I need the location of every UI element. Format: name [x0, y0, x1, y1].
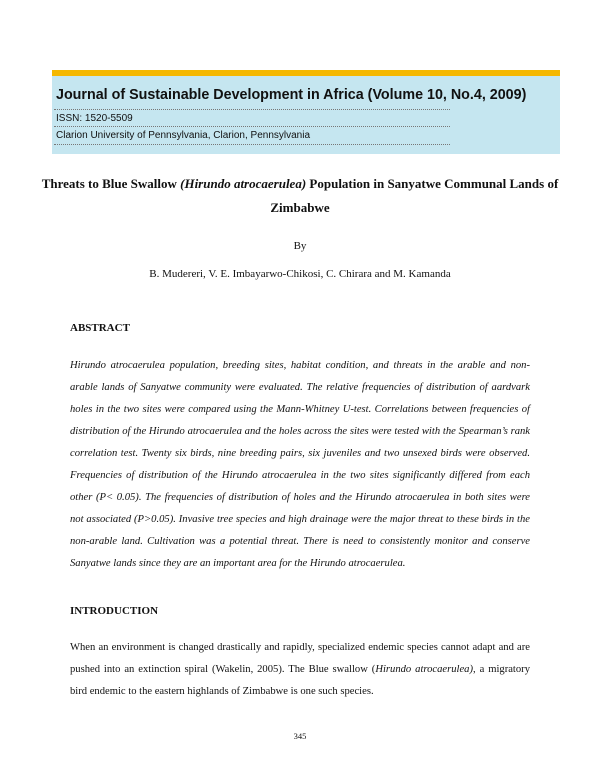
header-divider — [54, 109, 450, 110]
issn-line: ISSN: 1520-5509 — [56, 113, 133, 124]
journal-header — [52, 70, 560, 154]
by-line: By — [293, 240, 307, 252]
title-species-name: (Hirundo atrocaerulea) — [180, 176, 307, 191]
page-number: 345 — [293, 731, 307, 741]
header-divider — [54, 126, 450, 127]
author-list: B. Mudereri, V. E. Imbayarwo-Chikosi, C. Chirara and M. Kamanda — [149, 268, 451, 280]
journal-title: Journal of Sustainable Development in Africa (Volume 10, No.4, 2009) — [56, 87, 527, 103]
paper-title — [40, 172, 560, 220]
abstract-text: Hirundo atrocaerulea population, breeding sites, habitat condition, and threats in the arable and non-arable lands of Sanyatwe community were evaluated. The relative frequencies of distribution of aardvark holes in the two sites were compared using the Mann-Whitney U-test. Correlations between frequencies of distribution of the Hirundo atrocaerulea and the holes across the sites were tested with the Spearman’s rank correlation test. Twenty six birds, nine breeding pairs, six juveniles and two unsexed birds were observed. Frequencies of distribution of the Hirundo atrocaerulea in the two sites significantly differed from each other (P< 0.05). The frequencies of distribution of holes and the Hirundo atrocaerulea in both sites were not associated (P>0.05). Invasive tree species and high drainage were the major threat to these birds in the non-arable land. Cultivation was a potential threat. There is need to consistently monitor and conserve Sanyatwe lands since they are an important area for the Hirundo atrocaerulea. — [70, 360, 530, 569]
introduction-text — [70, 637, 530, 703]
introduction-text-part-1: When an environment is changed drastically and rapidly, specialized endemic species cannot adapt and are pushed into an extinction spiral (Wakelin, 2005). The Blue swallow ( — [70, 642, 530, 675]
introduction-text-part-2: , a migratory bird endemic to the eastern highlands of Zimbabwe is one such species. — [70, 664, 530, 697]
title-part-1: Threats to Blue Swallow — [41, 176, 181, 191]
title-part-2: Population in Sanyatwe Communal Lands of Zimbabwe — [270, 176, 559, 215]
abstract-heading: ABSTRACT — [70, 322, 130, 334]
publisher-line: Clarion University of Pennsylvania, Clarion, Pennsylvania — [56, 130, 311, 141]
introduction-species-name: Hirundo atrocaerulea) — [375, 664, 474, 675]
introduction-heading: INTRODUCTION — [70, 605, 159, 617]
header-divider — [54, 144, 450, 145]
